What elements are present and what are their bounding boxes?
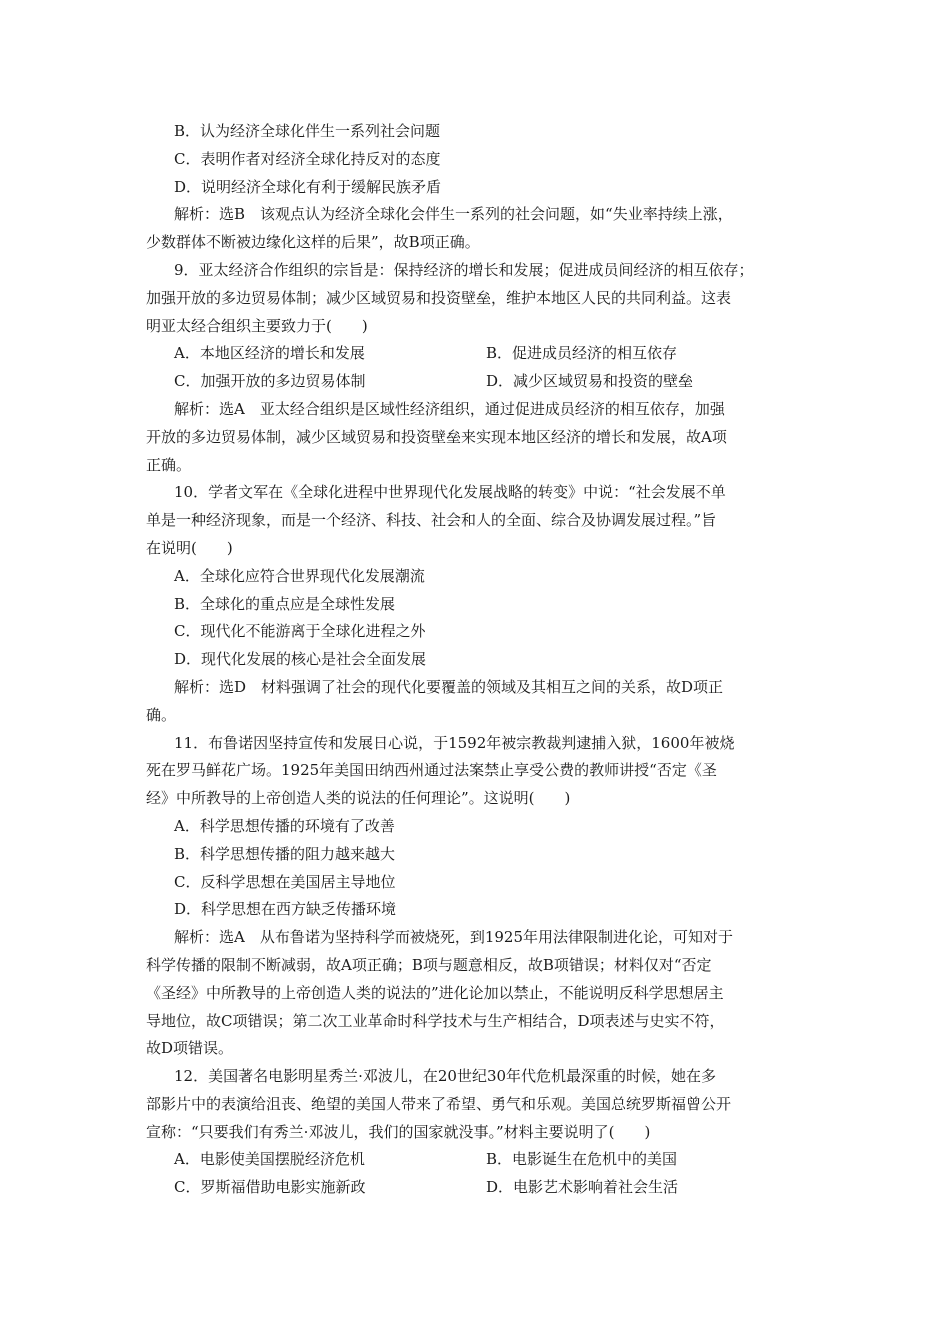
- option-a: A．全球化应符合世界现代化发展潮流: [174, 566, 425, 585]
- option-d: D．科学思想在西方缺乏传播环境: [174, 900, 397, 919]
- question-11: [146, 730, 802, 1064]
- analysis-line: 确。: [146, 705, 177, 724]
- option-c: C．现代化不能游离于全球化进程之外: [174, 622, 426, 641]
- question-stem-line: 明亚太经合组织主要致力于( ): [146, 316, 368, 335]
- option-a: A．科学思想传播的环境有了改善: [174, 816, 395, 835]
- analysis-line: 《圣经》中所教导的上帝创造人类的说法的”进化论加以禁止，不能说明反科学思想居主: [146, 983, 724, 1002]
- option-c: C．表明作者对经济全球化持反对的态度: [174, 149, 441, 168]
- question-10: [146, 479, 802, 729]
- option-c: C．罗斯福借助电影实施新政: [174, 1178, 366, 1197]
- question-9: [146, 257, 802, 479]
- option-c: C．加强开放的多边贸易体制: [174, 372, 366, 391]
- analysis-line: 解析：选A 从布鲁诺为坚持科学而被烧死，到1925年用法律限制进化论，可知对于: [174, 928, 734, 947]
- option-b: B．全球化的重点应是全球性发展: [174, 594, 396, 613]
- analysis-line: 解析：选A 亚太经合组织是区域性经济组织，通过促进成员经济的相互依存，加强: [174, 399, 725, 418]
- option-d: D．电影艺术影响着社会生活: [486, 1178, 679, 1197]
- analysis-line: 开放的多边贸易体制，减少区域贸易和投资壁垒来实现本地区经济的增长和发展，故A项: [146, 427, 727, 446]
- question-stem-line: 单是一种经济现象，而是一个经济、科技、社会和人的全面、综合及协调发展过程。”旨: [146, 511, 717, 530]
- analysis-line: 故D项错误。: [146, 1039, 234, 1058]
- analysis-line: 正确。: [146, 455, 192, 474]
- question-12: [146, 1063, 802, 1202]
- option-b: B．促进成员经济的相互依存: [486, 344, 678, 363]
- question-stem-line: 部影片中的表演给沮丧、绝望的美国人带来了希望、勇气和乐观。美国总统罗斯福曾公开: [146, 1094, 732, 1113]
- option-a: A．本地区经济的增长和发展: [174, 344, 365, 363]
- question-stem-line: 经》中所教导的上帝创造人类的说法的任何理论”。这说明( ): [146, 789, 571, 808]
- option-d: D．说明经济全球化有利于缓解民族矛盾: [174, 177, 442, 196]
- analysis-line: 科学传播的限制不断减弱，故A项正确；B项与题意相反，故B项错误；材料仅对“否定: [146, 955, 712, 974]
- analysis-line: 解析：选B 该观点认为经济全球化会伴生一系列的社会问题，如“失业率持续上涨，: [174, 205, 733, 224]
- question-stem-line: 死在罗马鲜花广场。1925年美国田纳西州通过法案禁止享受公费的教师讲授“否定《圣: [146, 761, 717, 780]
- question-8: [146, 118, 802, 257]
- option-b: B．电影诞生在危机中的美国: [486, 1150, 678, 1169]
- option-c: C．反科学思想在美国居主导地位: [174, 872, 396, 891]
- question-stem-line: 宣称：“只要我们有秀兰·邓波儿，我们的国家就没事。”材料主要说明了( ): [146, 1122, 651, 1141]
- analysis-line: 解析：选D 材料强调了社会的现代化要覆盖的领域及其相互之间的关系，故D项正: [174, 677, 724, 696]
- option-d: D．减少区域贸易和投资的壁垒: [486, 372, 694, 391]
- option-b: B．科学思想传播的阻力越来越大: [174, 844, 396, 863]
- question-stem-line: 加强开放的多边贸易体制；减少区域贸易和投资壁垒，维护本地区人民的共同利益。这表: [146, 288, 732, 307]
- question-stem-line: 11．布鲁诺因坚持宣传和发展日心说，于1592年被宗教裁判逮捕入狱，1600年被烧: [174, 733, 735, 752]
- option-a: A．电影使美国摆脱经济危机: [174, 1150, 365, 1169]
- question-stem-line: 9．亚太经济合作组织的宗旨是：保持经济的增长和发展；促进成员间经济的相互依存；: [174, 260, 754, 279]
- question-stem-line: 在说明( ): [146, 538, 233, 557]
- analysis-line: 导地位，故C项错误；第二次工业革命时科学技术与生产相结合，D项表述与史实不符，: [146, 1011, 725, 1030]
- analysis-line: 少数群体不断被边缘化这样的后果”，故B项正确。: [146, 233, 480, 252]
- option-d: D．现代化发展的核心是社会全面发展: [174, 650, 427, 669]
- option-b: B．认为经济全球化伴生一系列社会问题: [174, 122, 441, 140]
- question-stem-line: 12．美国著名电影明星秀兰·邓波儿，在20世纪30年代危机最深重的时候，她在多: [174, 1067, 717, 1086]
- question-stem-line: 10．学者文军在《全球化进程中世界现代化发展战略的转变》中说：“社会发展不单: [174, 483, 726, 502]
- document-page: [146, 118, 802, 1202]
